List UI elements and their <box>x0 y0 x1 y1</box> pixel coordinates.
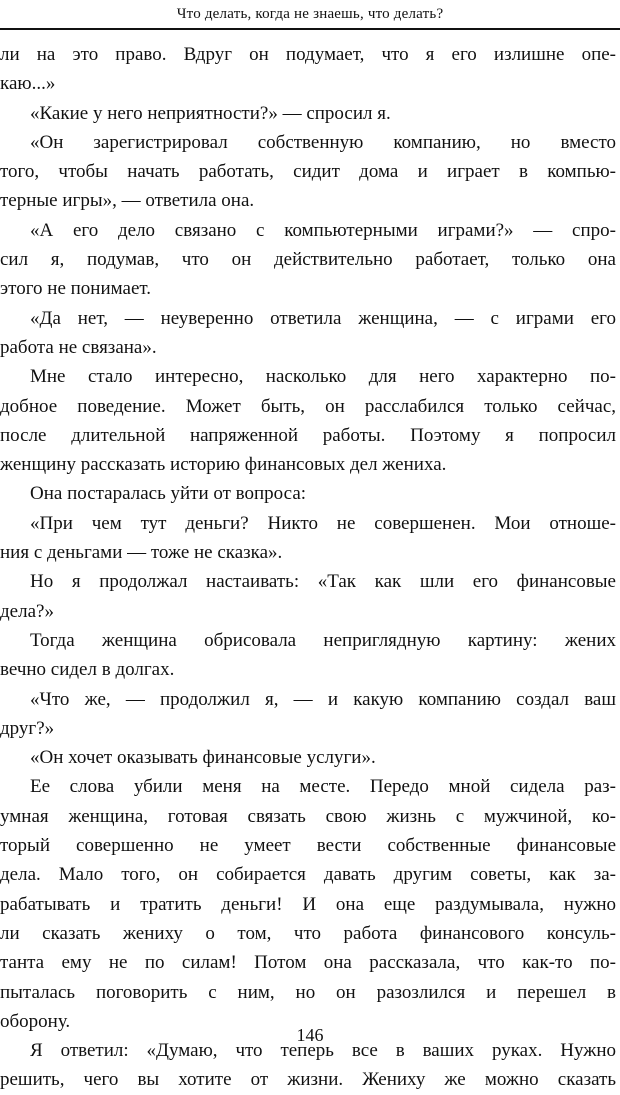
text-line: танта ему не по силам! Потом она рассказала, что как-то по- <box>0 952 616 974</box>
text-line: решить, чего вы хотите от жизни. Жениху же можно сказать <box>0 1069 616 1091</box>
text-line: «Да нет, — неуверенно ответила женщина, — с играми его <box>30 307 616 329</box>
text-line: сил я, подумав, что он действительно работает, только она <box>0 249 616 271</box>
text-line: дела?» <box>0 600 54 622</box>
text-line: ли на это право. Вдруг он подумает, что я его излишне опе- <box>0 44 616 65</box>
text-line: этого не понимает. <box>0 278 152 300</box>
text-line: вечно сидел в долгах. <box>0 659 175 681</box>
text-line: «Что же, — продолжил я, — и какую компанию создал ваш <box>30 688 616 710</box>
text-line: Тогда женщина обрисовала неприглядную картину: жених <box>30 629 616 651</box>
text-line: «А его дело связано с компьютерными играми?» — спро- <box>30 219 616 241</box>
text-line: каю...» <box>0 73 56 95</box>
text-line: терные игры», — ответила она. <box>0 190 255 212</box>
text-line: Я ответил: «Думаю, что теперь все в ваших руках. Нужно <box>30 1040 616 1062</box>
text-line: пыталась поговорить с ним, но он разозлился и перешел в <box>0 981 616 1003</box>
text-line: Но я продолжал настаивать: «Так как шли его финансовые <box>30 571 616 593</box>
text-line: умная женщина, готовая связать свою жизнь с мужчиной, ко- <box>0 805 616 827</box>
text-line: рабатывать и тратить деньги! И она еще раздумывала, нужно <box>0 893 616 915</box>
text-line: «Какие у него неприятности?» — спросил я. <box>30 102 391 124</box>
text-line: добное поведение. Может быть, он расслабился только сейчас, <box>0 395 616 417</box>
text-line: женщину рассказать историю финансовых дел жениха. <box>0 454 447 476</box>
text-line: Она постаралась уйти от вопроса: <box>30 483 307 505</box>
text-line: «Он зарегистрировал собственную компанию, но вместо <box>30 131 616 153</box>
text-line: дела. Мало того, он собирается давать другим советы, как за- <box>0 864 616 886</box>
text-line: работа не связана». <box>0 336 157 358</box>
text-line: ния с деньгами — тоже не сказка». <box>0 542 283 564</box>
text-line: оборону. <box>0 1010 71 1032</box>
text-line: того, чтобы начать работать, сидит дома и играет в компью- <box>0 161 616 183</box>
text-line: друг?» <box>0 717 55 739</box>
text-line: Мне стало интересно, насколько для него характерно по- <box>30 366 616 388</box>
text-line: Ее слова убили меня на месте. Передо мной сидела раз- <box>30 776 616 798</box>
text-line: после длительной напряженной работы. Поэтому я попросил <box>0 424 616 446</box>
body-text <box>0 40 616 1095</box>
running-head: Что делать, когда не знаешь, что делать? <box>176 6 444 22</box>
header-rule <box>0 28 620 30</box>
text-line: ли сказать жениху о том, что работа финансового консуль- <box>0 922 616 944</box>
text-line: «При чем тут деньги? Никто не совершенен. Мои отноше- <box>30 512 616 534</box>
page-number: 146 <box>296 1025 324 1045</box>
text-line: торый совершенно не умеет вести собственные финансовые <box>0 835 616 857</box>
text-line: «Он хочет оказывать финансовые услуги». <box>30 747 376 769</box>
